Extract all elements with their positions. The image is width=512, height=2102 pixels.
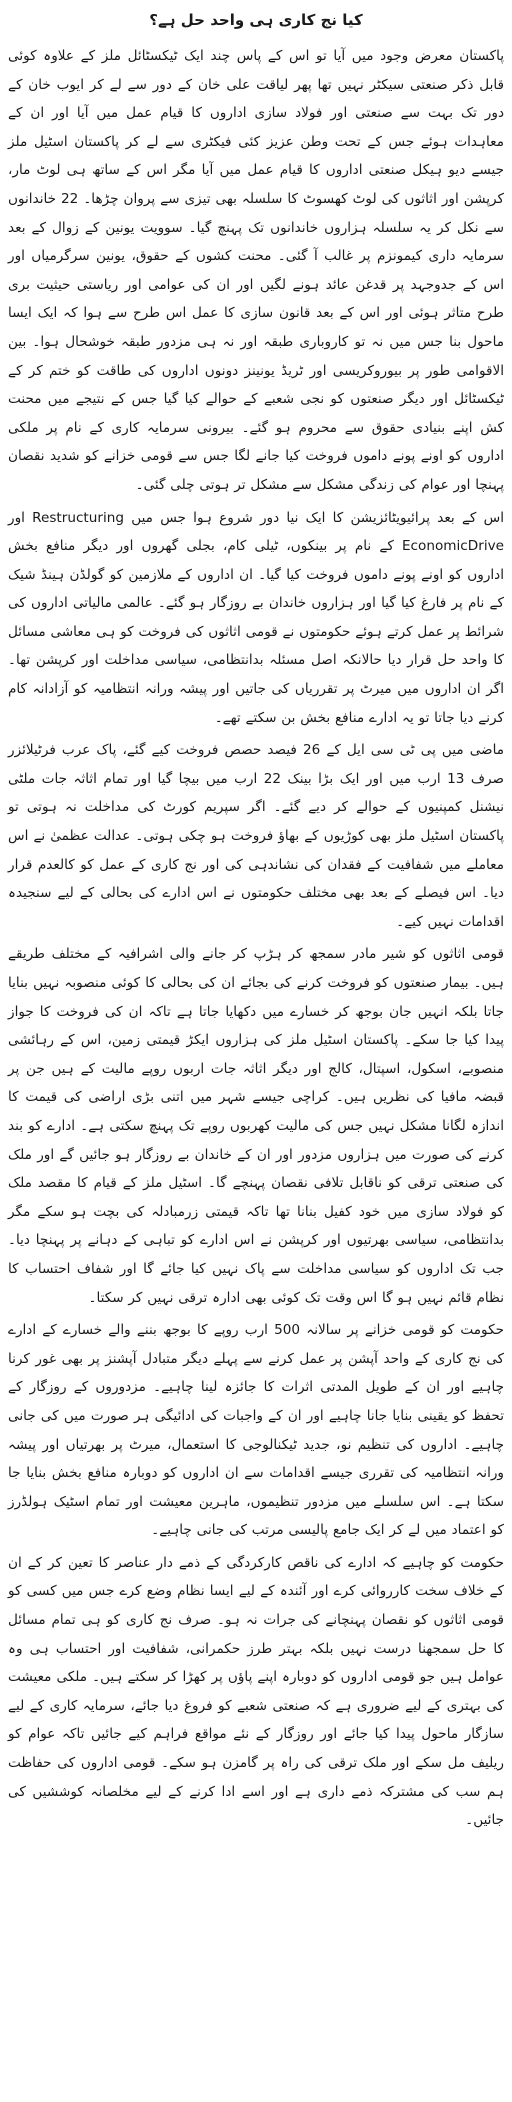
article-paragraph: ماضی میں پی ٹی سی ایل کے 26 فیصد حصص فروخت کیے گئے، پاک عرب فرٹیلائزر صرف 13 ارب میں اور ایک بڑا بینک 22 ارب میں بیچا گیا اور تمام اثاثہ جات ملٹی نیشنل کمپنیوں کے حوالے کر دیے گئے۔ اگر سپریم کورٹ کی مداخلت نہ ہوتی تو پاکستان اسٹیل ملز بھی کوڑیوں کے بھاؤ فروخت ہو چکی ہوتی۔ عدالت عظمیٰ نے اس معاملے میں شفافیت کے فقدان کی نشاندہی کی اور نج کاری کے عمل کو کالعدم قرار دیا۔ اس فیصلے کے بعد بھی مختلف حکومتوں نے اس ادارے کی بحالی کے لیے سنجیدہ اقدامات نہیں کیے۔ — [8, 742, 505, 930]
article-paragraph: حکومت کو قومی خزانے پر سالانہ 500 ارب روپے کا بوجھ بننے والے خسارے کے ادارے کی نج کاری کے واحد آپشن پر عمل کرنے سے پہلے دیگر متبادل آپشنز پر بھی غور کرنا چاہیے اور ان کے طویل المدتی اثرات کا جائزہ لینا چاہیے۔ مزدوروں کے روزگار کے تحفظ کو یقینی بنایا جانا چاہیے اور ان کے واجبات کی ادائیگی ہر صورت میں کی جانی چاہیے۔ اداروں کی تنظیم نو، جدید ٹیکنالوجی کا استعمال، میرٹ پر بھرتیاں اور پیشہ ورانہ انتظامیہ کی تقرری جیسے اقدامات سے ان اداروں کو دوبارہ منافع بخش بنایا جا سکتا ہے۔ اس سلسلے میں مزدور تنظیموں، ماہرین معیشت اور تمام اسٹیک ہولڈرز کو اعتماد میں لے کر ایک جامع پالیسی مرتب کی جانی چاہیے۔ — [8, 1322, 504, 1539]
article-paragraph: اس کے بعد پرائیویٹائزیشن کا ایک نیا دور شروع ہوا جس میں Restructuring اور EconomicDrive کے نام پر بینکوں، ٹیلی کام، بجلی گھروں اور دیگر منافع بخش اداروں کو اونے پونے داموں فروخت کیا گیا۔ ان اداروں کے ملازمین کو گولڈن ہینڈ شیک کے نام پر فارغ کیا گیا اور ہزاروں خاندان بے روزگار ہو گئے۔ عالمی مالیاتی اداروں کی شرائط پر عمل کرتے ہوئے حکومتوں نے قومی اثاثوں کی فروخت کو ہی معاشی مسائل کا واحد حل قرار دیا حالانکہ اصل مسئلہ بدانتظامی، سیاسی مداخلت اور کرپشن تھا۔ اگر ان اداروں میں میرٹ پر تقرریاں کی جاتیں اور پیشہ ورانہ انتظامیہ کو آزادانہ کام کرنے دیا جاتا تو یہ ادارے منافع بخش بن سکتے تھے۔ — [8, 509, 504, 726]
article-paragraph: قومی اثاثوں کو شیر مادر سمجھ کر ہڑپ کر جانے والی اشرافیہ کے مختلف طریقے ہیں۔ بیمار صنعتوں کو فروخت کرنے کی بجائے ان کی بحالی کا کوئی منصوبہ نہیں بنایا جاتا بلکہ انہیں جان بوجھ کر خسارے میں دکھایا جاتا ہے تاکہ ان کی فروخت کا جواز پیدا کیا جا سکے۔ پاکستان اسٹیل ملز کی ہزاروں ایکڑ قیمتی زمین، اس کے رہائشی منصوبے، اسکول، اسپتال، کالج اور دیگر اثاثہ جات اربوں روپے مالیت کے ہیں جن پر قبضہ مافیا کی نظریں ہیں۔ کراچی جیسے شہر میں اتنی بڑی اراضی کی قیمت کا اندازہ لگانا مشکل نہیں جس کی مالیت کھربوں روپے تک پہنچ سکتی ہے۔ ادارے کو بند کرنے کی صورت میں ہزاروں مزدور اور ان کے خاندان بے روزگار ہو جائیں گے اور ملک کی صنعتی ترقی کو ناقابل تلافی نقصان پہنچے گا۔ اسٹیل ملز کے قیام کا مقصد ملک کو فولاد سازی میں خود کفیل بنانا تھا تاکہ قیمتی زرمبادلہ کی بچت ہو سکے مگر بدانتظامی، سیاسی بھرتیوں اور کرپشن نے اس ادارے کو تباہی کے دہانے پر پہنچا دیا۔ جب تک اداروں کو سیاسی مداخلت سے پاک نہیں کیا جائے گا اور شفاف احتساب کا نظام قائم نہیں ہو گا اس وقت تک کوئی بھی ادارہ ترقی نہیں کر سکتا۔ — [8, 946, 504, 1306]
article-paragraph: حکومت کو چاہیے کہ ادارے کی ناقص کارکردگی کے ذمے دار عناصر کا تعین کر کے ان کے خلاف سخت کارروائی کرے اور آئندہ کے لیے ایسا نظام وضع کرے جس میں کسی کو قومی اثاثوں کو نقصان پہنچانے کی جرات نہ ہو۔ صرف نج کاری کو ہی تمام مسائل کا حل سمجھنا درست نہیں بلکہ بہتر طرز حکمرانی، شفافیت اور احتساب ہی وہ عوامل ہیں جو قومی اداروں کو دوبارہ اپنے پاؤں پر کھڑا کر سکتے ہیں۔ ملکی معیشت کی بہتری کے لیے ضروری ہے کہ صنعتی شعبے کو فروغ دیا جائے، سرمایہ کاری کے لیے سازگار ماحول پیدا کیا جائے اور روزگار کے نئے مواقع فراہم کیے جائیں تاکہ عوام کو ریلیف مل سکے اور ملک ترقی کی راہ پر گامزن ہو سکے۔ قومی اداروں کی حفاظت ہم سب کی مشترکہ ذمے داری ہے اور اسے ادا کرنے کے لیے مخلصانہ کوششیں کی جائیں۔ — [8, 1554, 504, 1829]
article-title: کیا نج کاری ہی واحد حل ہے؟ — [149, 11, 363, 29]
article-paragraph: پاکستان معرض وجود میں آیا تو اس کے پاس چند ایک ٹیکسٹائل ملز کے علاوہ کوئی قابل ذکر صنعتی سیکٹر نہیں تھا پھر لیاقت علی خان کے دور سے لے کر ایوب خان کے دور تک بہت سے صنعتی اور فولاد سازی اداروں کا قیام عمل میں آیا اور ان کے معاہدات ہوئے جس کے تحت وطن عزیز کئی فیکٹری سے لے کر پاکستان اسٹیل ملز جیسے دیو ہیکل صنعتی اداروں کا قیام عمل میں آیا مگر اس کے ساتھ ہی لوٹ مار، کرپشن اور اثاثوں کی لوٹ کھسوٹ کا سلسلہ بھی تیزی سے پروان چڑھا۔ 22 خاندانوں سے نکل کر یہ سلسلہ ہزاروں خاندانوں تک پہنچ گیا۔ سوویت یونین کے زوال کے بعد سرمایہ داری کیمونزم پر غالب آ گئی۔ محنت کشوں کے حقوق، یونین سرگرمیاں اور اس کے جدوجہد پر قدغن عائد ہونے لگیں اور ان کی عوامی اور ریاستی حیثیت بری طرح متاثر ہوئی اور اس کے بعد قانون سازی کا عمل اس طرح سے ہوا کہ ایک ایسا ماحول بنا جس میں نہ تو کاروباری طبقہ اور نہ ہی مزدور طبقہ خوشحال ہوا۔ بین الاقوامی طور پر بیوروکریسی اور ٹریڈ یونینز دونوں اداروں کی طاقت کو ختم کر کے ٹیکسٹائل اور دیگر صنعتوں کو نجی شعبے کے حوالے کیا گیا جس کے نتیجے میں محنت کش اپنے بنیادی حقوق سے محروم ہو گئے۔ بیرونی سرمایہ کاری کے نام پر ملکی اداروں کو اونے پونے داموں فروخت کیا جانے لگا جس سے قومی خزانے کو شدید نقصان پہنچا اور عوام کی زندگی مشکل سے مشکل تر ہوتی چلی گئی۔ — [8, 48, 504, 493]
